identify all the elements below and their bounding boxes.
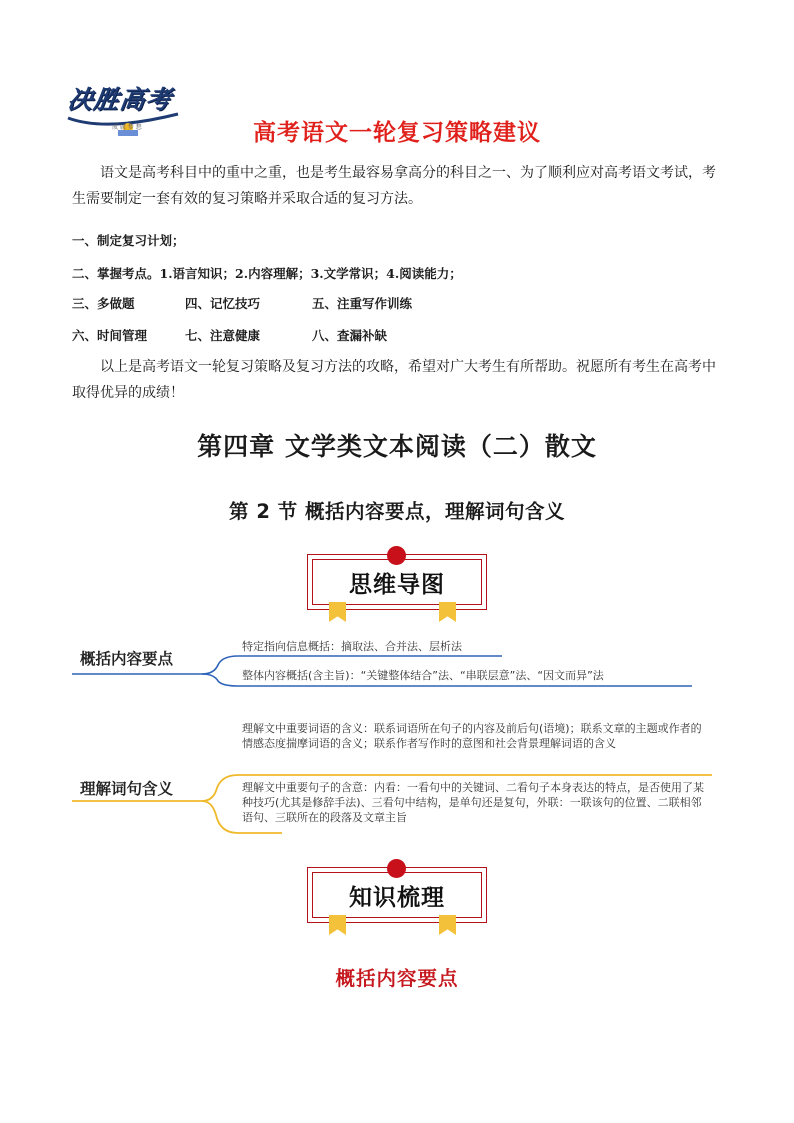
mindmap-node-summarize: 概括内容要点	[80, 650, 174, 668]
logo-subtitle: 成 就 梦 想	[112, 124, 142, 131]
point-5: 五、注重写作训练	[312, 296, 413, 311]
points-row-4	[72, 326, 387, 344]
mind-map	[72, 625, 722, 845]
point-8: 八、查漏补缺	[312, 328, 388, 343]
page-title: 高考语文一轮复习策略建议	[253, 120, 541, 146]
section-title: 第 2 节 概括内容要点，理解词句含义	[229, 500, 565, 523]
mindmap-banner	[303, 546, 491, 626]
knowledge-banner	[303, 859, 491, 939]
banner-title: 思维导图	[312, 559, 482, 605]
point-2: 二、掌握考点。1.语言知识；2.内容理解；3.文学常识；4.阅读能力；	[72, 266, 462, 281]
points-row-3	[72, 294, 412, 312]
point-3: 三、多做题	[72, 296, 135, 311]
mindmap-branch-sentences: 理解文中重要句子的含意：内看：一看句中的关键词、二看句子本身表达的特点，是否使用了某种技巧(尤其是修辞手法)、三看句中结构，是单句还是复句，外联：一联该句的位置、二联相邻语句、三联所在的段落及文章主旨	[242, 781, 704, 824]
point-4: 四、记忆技巧	[185, 296, 261, 311]
knowledge-subtitle: 概括内容要点	[335, 967, 459, 990]
chapter-title: 第四章 文学类文本阅读（二）散文	[197, 432, 597, 461]
point-6: 六、时间管理	[72, 328, 148, 343]
banner-title: 知识梳理	[312, 872, 482, 918]
logo-text: 决胜高考	[65, 85, 174, 114]
intro-paragraph: 语文是高考科目中的重中之重，也是考生最容易拿高分的科目之一、为了顺利应对高考语文考试，考生需要制定一套有效的复习策略并采取合适的复习方法。	[72, 165, 716, 207]
pin-icon	[387, 546, 406, 565]
mindmap-branch-specific: 特定指向信息概括：摘取法、合并法、层析法	[242, 640, 462, 653]
outro-paragraph: 以上是高考语文一轮复习策略及复习方法的攻略，希望对广大考生有所帮助。祝愿所有考生在高考中取得优异的成绩！	[72, 359, 716, 401]
point-1: 一、制定复习计划；	[72, 233, 185, 248]
mindmap-branch-overall: 整体内容概括(含主旨)：“关键整体结合”法、“串联层意”法、“因文而异”法	[242, 669, 604, 682]
ribbon-icon	[329, 915, 346, 935]
point-7: 七、注意健康	[185, 328, 261, 343]
ribbon-icon	[329, 602, 346, 622]
ribbon-icon	[439, 915, 456, 935]
pin-icon	[387, 859, 406, 878]
mindmap-node-understand: 理解词句含义	[80, 780, 174, 798]
mindmap-branch-words: 理解文中重要词语的含义：联系词语所在句子的内容及前后句(语境)；联系文章的主题或作者的情感态度揣摩词语的含义；联系作者写作时的意图和社会背景理解词语的含义	[242, 722, 702, 750]
ribbon-icon	[439, 602, 456, 622]
